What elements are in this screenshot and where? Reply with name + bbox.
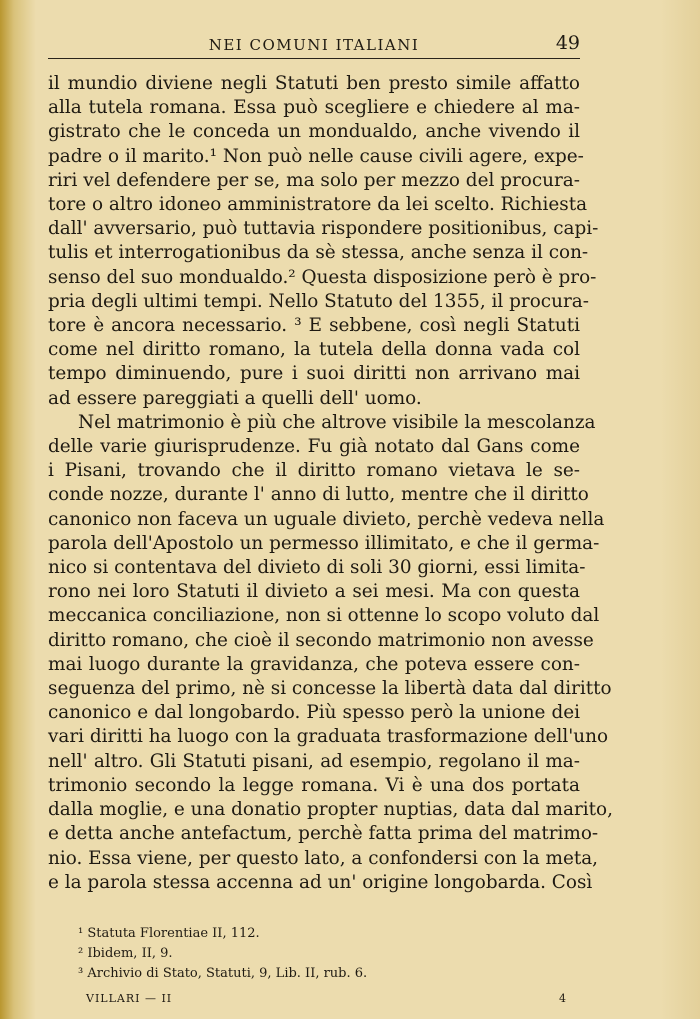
text-line: conde nozze, durante l' anno di lutto, mentre che il diritto <box>48 484 589 506</box>
running-header <box>48 32 580 59</box>
text-line: riri vel defendere per se, ma solo per mezzo del procura- <box>48 169 580 191</box>
text-line: vari diritti ha luogo con la graduata trasformazione dell'uno <box>48 726 609 748</box>
text-line: meccanica conciliazione, non si ottenne lo scopo voluto dal <box>48 605 600 627</box>
text-line: il mundio diviene negli Statuti ben presto simile affatto <box>48 73 580 94</box>
text-line: tore è ancora necessario. ³ E sebbene, così negli Statuti <box>48 315 580 337</box>
footnote: ³ Archivio di Stato, Statuti, 9, Lib. II, rub. 6. <box>78 966 368 981</box>
text-line: tulis et interrogationibus da sè stessa, anche senza il con- <box>48 242 589 264</box>
footnotes <box>78 924 578 984</box>
text-line: senso del suo mondualdo.² Questa disposizione però è pro- <box>48 266 597 288</box>
text-line: canonico e dal longobardo. Più spesso però la unione dei <box>48 702 580 724</box>
text-line: e detta anche antefactum, perchè fatta prima del matrimo- <box>48 823 599 845</box>
text-line: pria degli ultimi tempi. Nello Statuto del 1355, il procura- <box>48 290 589 312</box>
text-line: parola dell'Apostolo un permesso illimitato, e che il germa- <box>48 532 600 554</box>
text-line: come nel diritto romano, la tutela della donna vada col <box>48 339 580 361</box>
sheet-number: 4 <box>559 992 566 1005</box>
text-line: Nel matrimonio è più che altrove visibile la mescolanza <box>78 411 596 433</box>
text-line: dall' avversario, può tuttavia rispondere positionibus, capi- <box>48 218 599 240</box>
page-number: 49 <box>555 32 580 54</box>
text-line: nell' altro. Gli Statuti pisani, ad esempio, regolano il ma- <box>48 750 580 772</box>
text-line: e la parola stessa accenna ad un' origine longobarda. Così <box>48 871 593 893</box>
text-line: tempo diminuendo, pure i suoi diritti non arrivano mai <box>48 363 580 385</box>
running-title: NEI COMUNI ITALIANI <box>208 36 420 54</box>
text-line: trimonio secondo la legge romana. Vi è una dos portata <box>48 774 580 796</box>
text-line: seguenza del primo, nè si concesse la libertà data dal diritto <box>48 678 612 700</box>
text-line: ad essere pareggiati a quelli dell' uomo. <box>48 387 422 409</box>
text-line: nio. Essa viene, per questo lato, a confondersi con la meta, <box>48 847 599 869</box>
text-line: nico si contentava del divieto di soli 30 giorni, essi limita- <box>48 557 586 579</box>
text-line: i Pisani, trovando che il diritto romano vietava le se- <box>48 460 580 482</box>
text-line: dalla moglie, e una donatio propter nuptias, data dal marito, <box>48 799 613 821</box>
text-line: tore o altro idoneo amministratore da lei scelto. Richiesta <box>48 194 588 216</box>
signature-mark: VILLARI — II <box>86 992 173 1005</box>
footnote: ² Ibidem, II, 9. <box>78 946 173 961</box>
text-line: padre o il marito.¹ Non può nelle cause civili agere, expe- <box>48 145 584 167</box>
text-line: gistrato che le conceda un mondualdo, anche vivendo il <box>48 121 580 143</box>
text-line: mai luogo durante la gravidanza, che poteva essere con- <box>48 653 580 675</box>
main-text <box>48 72 613 895</box>
text-line: rono nei loro Statuti il divieto a sei mesi. Ma con questa <box>48 581 580 603</box>
text-line: canonico non faceva un uguale divieto, perchè vedeva nella <box>48 508 605 530</box>
text-line: diritto romano, che cioè il secondo matrimonio non avesse <box>48 629 594 651</box>
text-line: delle varie giurisprudenze. Fu già notato dal Gans come <box>48 436 580 458</box>
text-line: alla tutela romana. Essa può scegliere e chiedere al ma- <box>48 97 580 119</box>
page-footer <box>86 992 566 1005</box>
footnote: ¹ Statuta Florentiae II, 112. <box>78 926 260 941</box>
